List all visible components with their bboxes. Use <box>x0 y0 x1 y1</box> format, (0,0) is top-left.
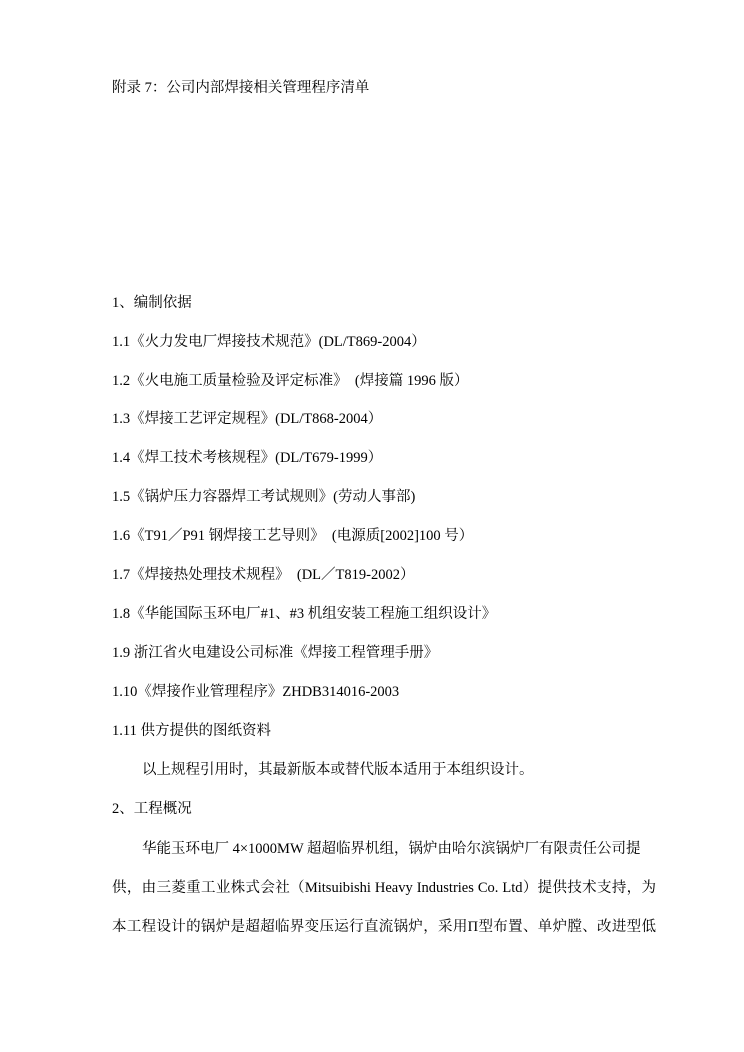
reference-note: 以上规程引用时，其最新版本或替代版本适用于本组织设计。 <box>142 762 534 778</box>
overview-paragraph-line: 华能玉环电厂 4×1000MW 超超临界机组，锅炉由哈尔滨锅炉厂有限责任公司提 <box>142 841 641 857</box>
overview-paragraph-line: 本工程设计的锅炉是超超临界变压运行直流锅炉，采用Π型布置、单炉膛、改进型低 <box>112 919 656 935</box>
reference-item: 1.3《焊接工艺评定规程》(DL/T868-2004） <box>112 411 383 427</box>
section-heading-basis: 1、编制依据 <box>112 295 192 311</box>
overview-paragraph-line: 供，由三菱重工业株式会社（Mitsuibishi Heavy Industries Co. Ltd）提供技术支持，为 <box>112 880 656 896</box>
section-heading-overview: 2、工程概况 <box>112 801 192 817</box>
reference-item: 1.4《焊工技术考核规程》(DL/T679-1999） <box>112 450 383 466</box>
reference-item: 1.11 供方提供的图纸资料 <box>112 723 271 739</box>
reference-item: 1.5《锅炉压力容器焊工考试规则》(劳动人事部) <box>112 489 416 505</box>
reference-item: 1.7《焊接热处理技术规程》 (DL／T819-2002） <box>112 567 415 583</box>
reference-item: 1.2《火电施工质量检验及评定标准》 (焊接篇 1996 版） <box>112 373 469 389</box>
reference-item: 1.6《T91／P91 钢焊接工艺导则》 (电源质[2002]100 号） <box>112 528 474 544</box>
reference-item: 1.10《焊接作业管理程序》ZHDB314016-2003 <box>112 684 400 700</box>
appendix-title: 附录 7：公司内部焊接相关管理程序清单 <box>112 80 370 96</box>
reference-item: 1.8《华能国际玉环电厂#1、#3 机组安装工程施工组织设计》 <box>112 606 497 622</box>
reference-item: 1.9 浙江省火电建设公司标准《焊接工程管理手册》 <box>112 645 439 661</box>
reference-item: 1.1《火力发电厂焊接技术规范》(DL/T869-2004） <box>112 334 426 350</box>
